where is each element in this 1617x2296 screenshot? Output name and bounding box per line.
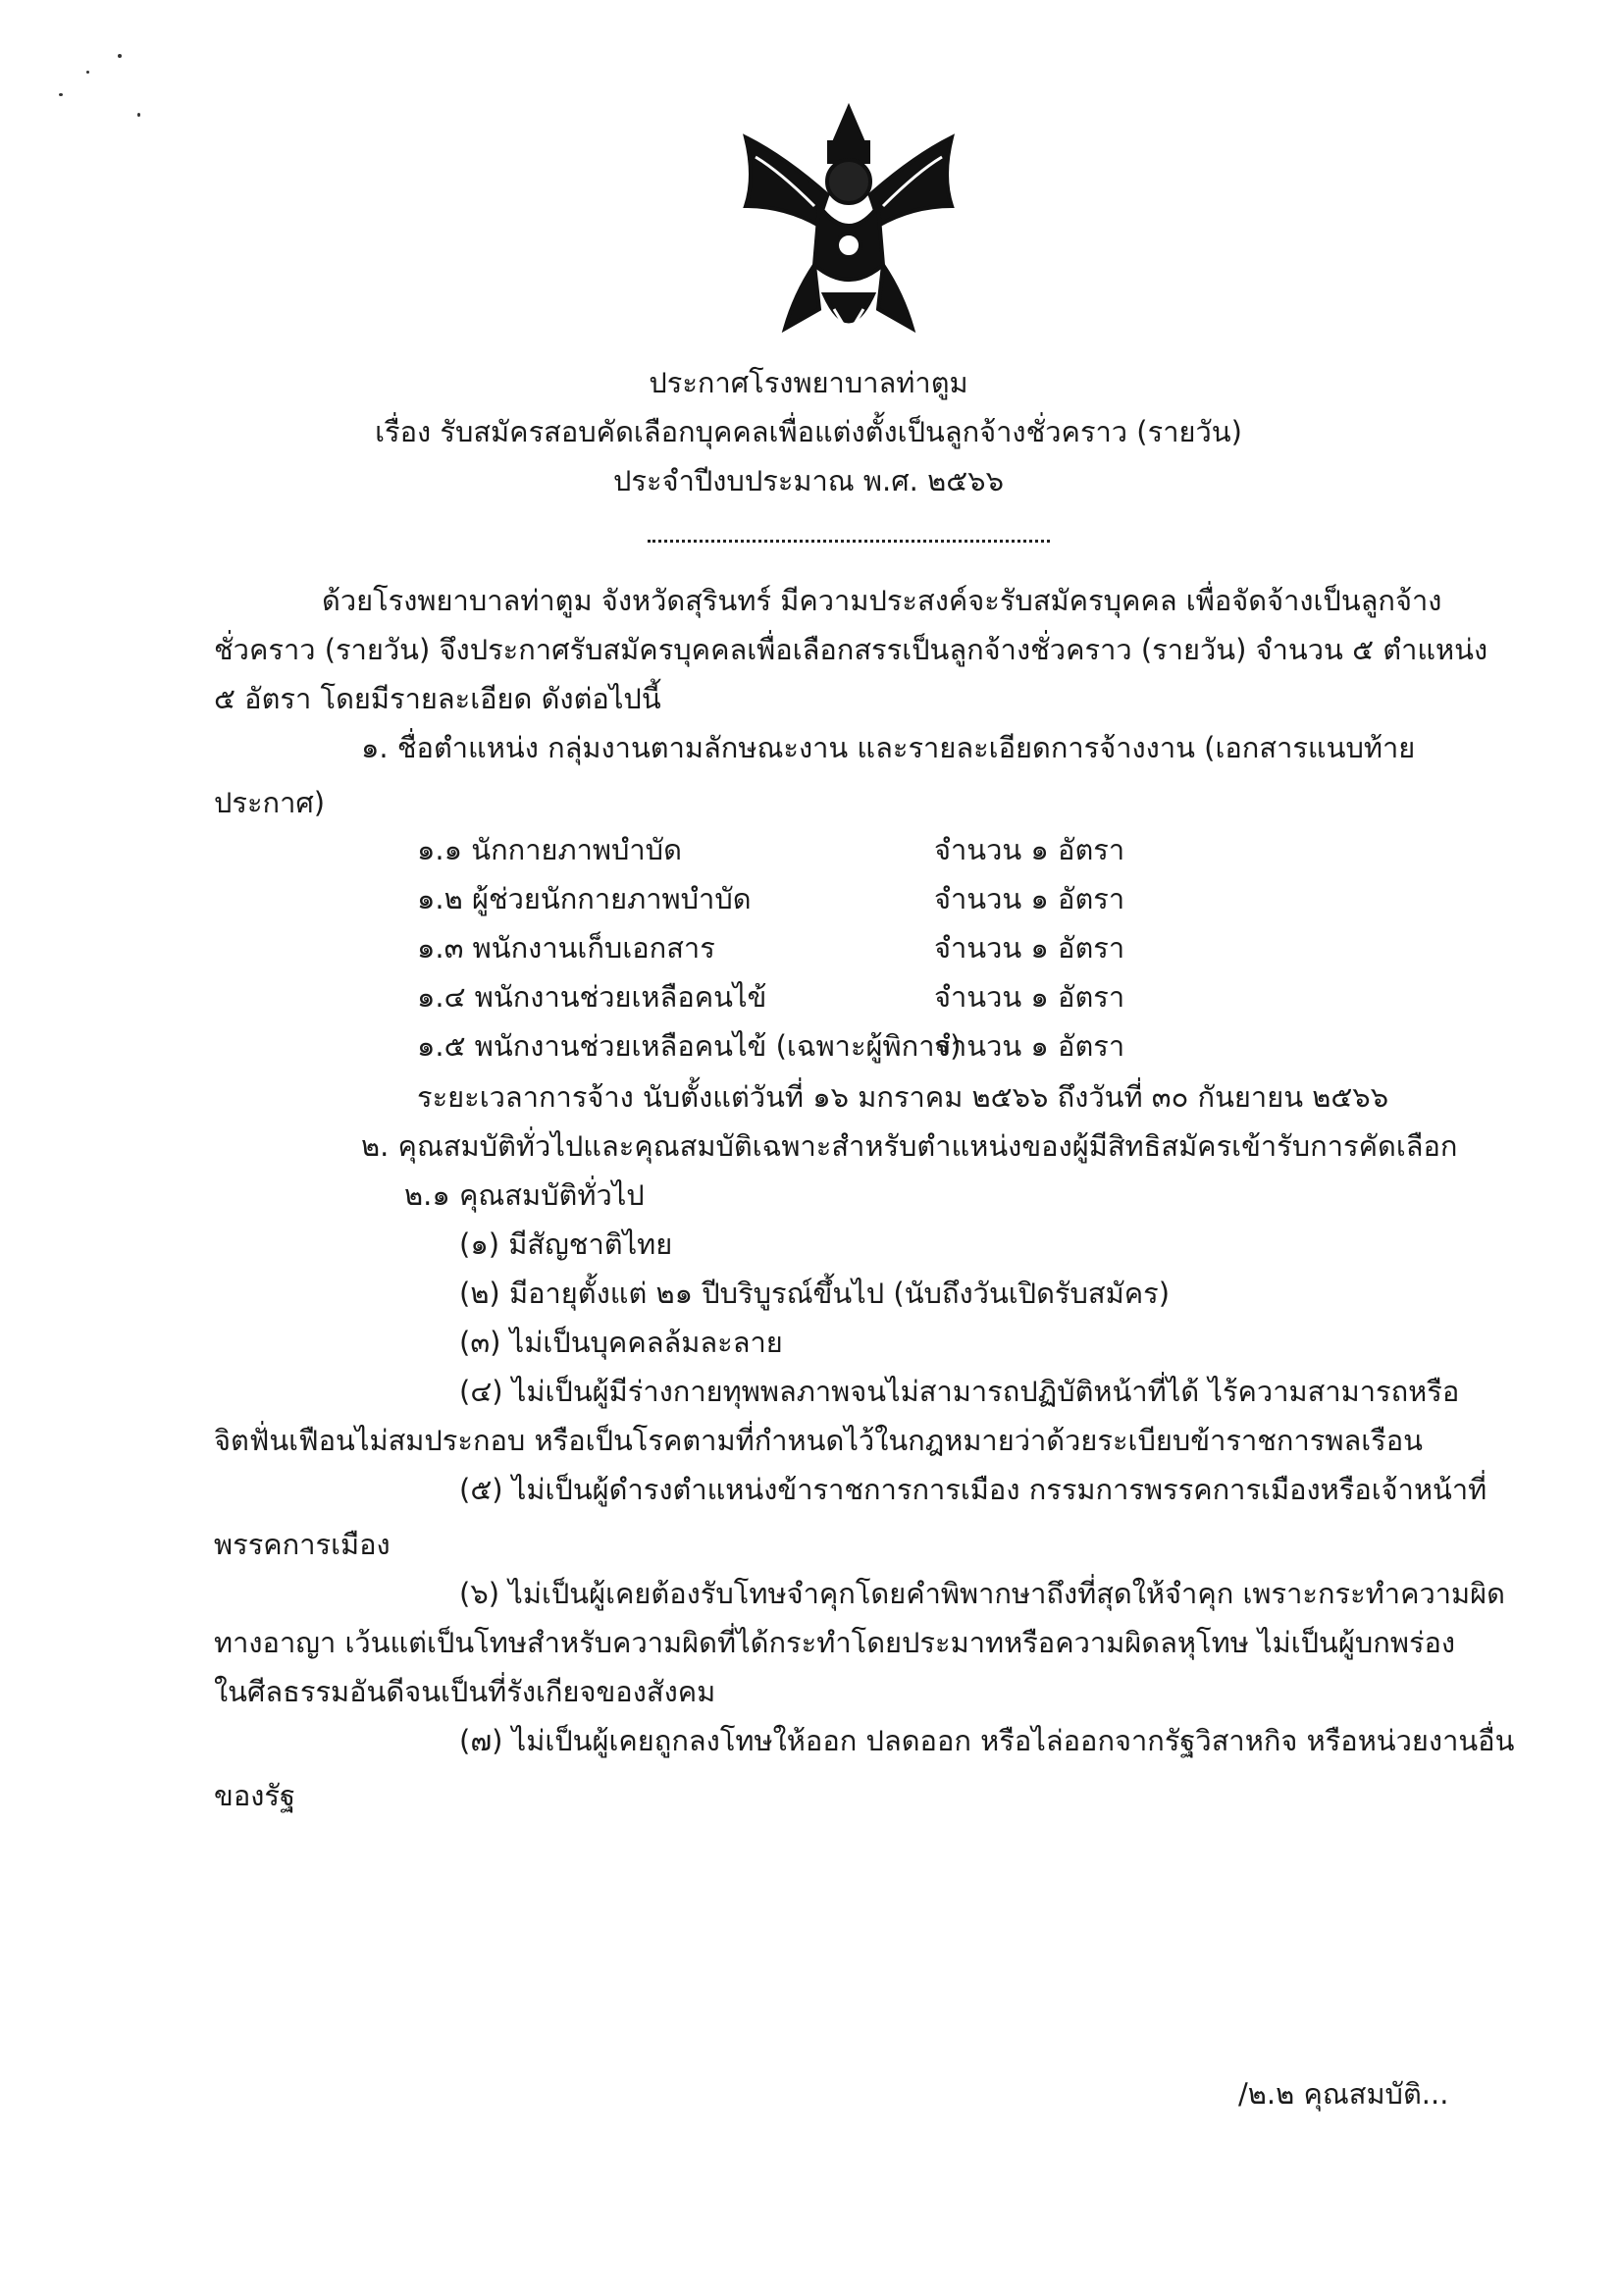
intro-line-2: ชั่วคราว (รายวัน) จึงประกาศรับสมัครบุคคลเพื่อเลือกสรรเป็นลูกจ้างชั่วคราว (รายวัน) จำนวน ๕ ตำแหน่ง bbox=[214, 633, 1488, 666]
qualification-7-cont: ของรัฐ bbox=[214, 1779, 295, 1812]
qualification-4: (๔) ไม่เป็นผู้มีร่างกายทุพพลภาพจนไม่สามารถปฏิบัติหน้าที่ได้ ไร้ความสามารถหรือ bbox=[459, 1375, 1460, 1408]
qualification-5: (๕) ไม่เป็นผู้ดำรงตำแหน่งข้าราชการการเมือง กรรมการพรรคการเมืองหรือเจ้าหน้าที่ bbox=[459, 1473, 1487, 1506]
announcement-title: ประกาศโรงพยาบาลท่าตูม bbox=[649, 366, 968, 399]
section-2-heading: ๒. คุณสมบัติทั่วไปและคุณสมบัติเฉพาะสำหรับตำแหน่งของผู้มีสิทธิสมัครเข้ารับการคัดเลือก bbox=[361, 1129, 1458, 1163]
position-name: ๑.๔ พนักงานช่วยเหลือคนไข้ bbox=[417, 980, 767, 1014]
scan-speck bbox=[59, 93, 63, 96]
position-row bbox=[0, 881, 1617, 916]
section-1-heading: ๑. ชื่อตำแหน่ง กลุ่มงานตามลักษณะงาน และรายละเอียดการจ้างงาน (เอกสารแนบท้าย bbox=[361, 731, 1416, 764]
position-quantity: จำนวน ๑ อัตรา bbox=[934, 1029, 1125, 1063]
intro-line-3: ๕ อัตรา โดยมีรายละเอียด ดังต่อไปนี้ bbox=[214, 682, 661, 715]
announcement-fiscal-year: ประจำปีงบประมาณ พ.ศ. ๒๕๖๖ bbox=[613, 464, 1004, 497]
qualification-6-cont-2: ในศีลธรรมอันดีจนเป็นที่รังเกียจของสังคม bbox=[214, 1675, 716, 1708]
scan-speck bbox=[86, 71, 89, 74]
section-1-heading-cont: ประกาศ) bbox=[214, 786, 326, 819]
section-2-1-heading: ๒.๑ คุณสมบัติทั่วไป bbox=[404, 1178, 645, 1212]
employment-duration: ระยะเวลาการจ้าง นับตั้งแต่วันที่ ๑๖ มกราคม ๒๕๖๖ ถึงวันที่ ๓๐ กันยายน ๒๕๖๖ bbox=[417, 1080, 1389, 1114]
qualification-6-cont: ทางอาญา เว้นแต่เป็นโทษสำหรับความผิดที่ได้กระทำโดยประมาทหรือความผิดลหุโทษ ไม่เป็นผู้บกพร่อง bbox=[214, 1626, 1456, 1659]
position-name: ๑.๓ พนักงานเก็บเอกสาร bbox=[417, 931, 715, 965]
qualification-4-cont: จิตฟั่นเฟือนไม่สมประกอบ หรือเป็นโรคตามที่กำหนดไว้ในกฎหมายว่าด้วยระเบียบข้าราชการพลเรือน bbox=[214, 1424, 1423, 1457]
position-name: ๑.๕ พนักงานช่วยเหลือคนไข้ (เฉพาะผู้พิการ) bbox=[417, 1029, 962, 1063]
scan-speck bbox=[118, 54, 122, 58]
position-quantity: จำนวน ๑ อัตรา bbox=[934, 931, 1125, 965]
position-row bbox=[0, 1028, 1617, 1064]
qualification-3: (๓) ไม่เป็นบุคคลล้มละลาย bbox=[459, 1326, 783, 1359]
garuda-emblem-icon bbox=[726, 98, 971, 348]
qualification-7: (๗) ไม่เป็นผู้เคยถูกลงโทษให้ออก ปลดออก หรือไล่ออกจากรัฐวิสาหกิจ หรือหน่วยงานอื่น bbox=[459, 1724, 1515, 1757]
qualification-5-cont: พรรคการเมือง bbox=[214, 1528, 391, 1561]
position-row bbox=[0, 979, 1617, 1015]
position-quantity: จำนวน ๑ อัตรา bbox=[934, 882, 1125, 915]
position-row bbox=[0, 930, 1617, 965]
position-quantity: จำนวน ๑ อัตรา bbox=[934, 980, 1125, 1014]
position-name: ๑.๑ นักกายภาพบำบัด bbox=[417, 833, 682, 866]
position-name: ๑.๒ ผู้ช่วยนักกายภาพบำบัด bbox=[417, 882, 752, 915]
qualification-2: (๒) มีอายุตั้งแต่ ๒๑ ปีบริบูรณ์ขึ้นไป (นับถึงวันเปิดรับสมัคร) bbox=[459, 1277, 1171, 1310]
position-row bbox=[0, 832, 1617, 867]
position-quantity: จำนวน ๑ อัตรา bbox=[934, 833, 1125, 866]
continued-marker: /๒.๒ คุณสมบัติ... bbox=[1238, 2077, 1449, 2111]
dotted-divider bbox=[648, 540, 1050, 543]
scan-speck bbox=[137, 113, 140, 117]
qualification-6: (๖) ไม่เป็นผู้เคยต้องรับโทษจำคุกโดยคำพิพากษาถึงที่สุดให้จำคุก เพราะกระทำความผิด bbox=[459, 1577, 1505, 1610]
intro-line-1: ด้วยโรงพยาบาลท่าตูม จังหวัดสุรินทร์ มีความประสงค์จะรับสมัครบุคคล เพื่อจัดจ้างเป็นลูกจ้าง bbox=[322, 584, 1442, 617]
announcement-subject: เรื่อง รับสมัครสอบคัดเลือกบุคคลเพื่อแต่งตั้งเป็นลูกจ้างชั่วคราว (รายวัน) bbox=[375, 415, 1242, 448]
qualification-1: (๑) มีสัญชาติไทย bbox=[459, 1227, 673, 1261]
